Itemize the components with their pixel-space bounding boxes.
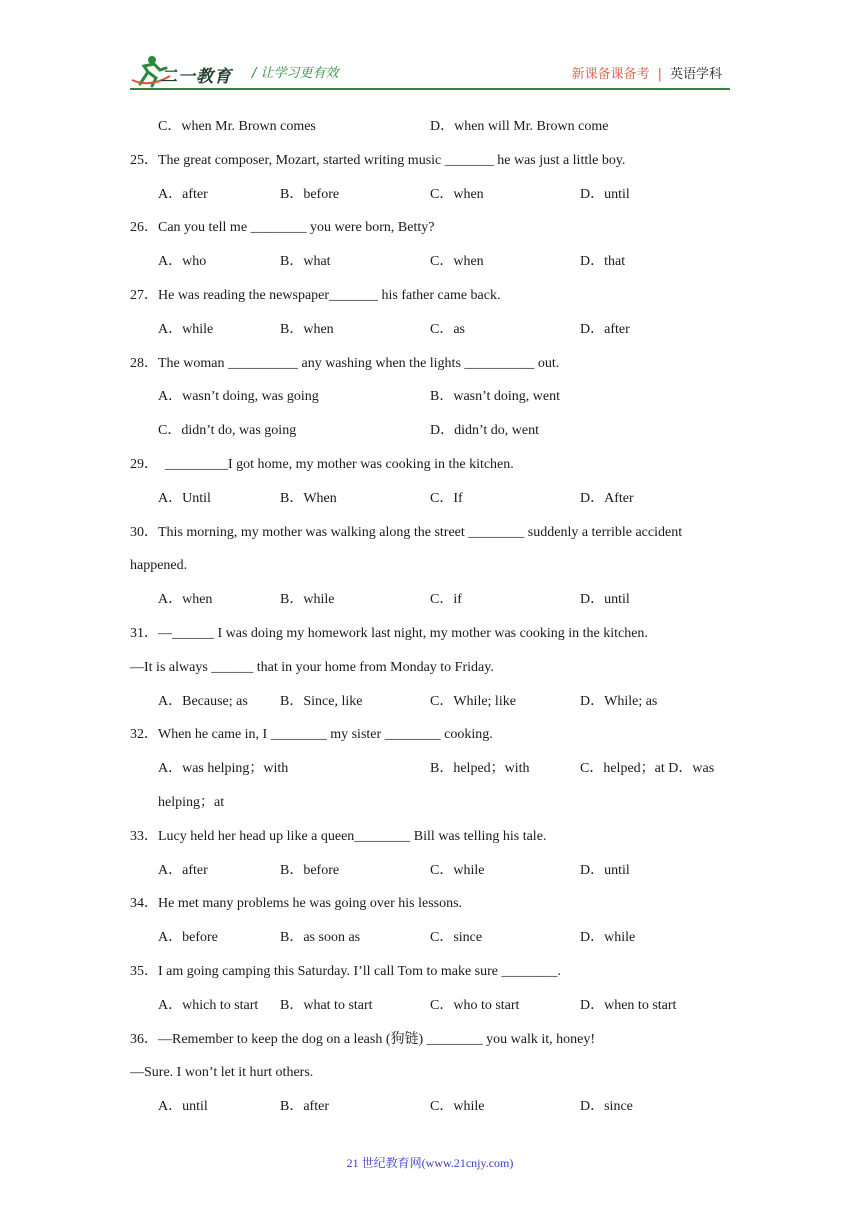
option-row bbox=[130, 989, 740, 1023]
question-stem: 27．He was reading the newspaper_______ his father came back. bbox=[130, 287, 501, 303]
header-subject-label: 英语学科 bbox=[669, 67, 722, 82]
option-a: A．who bbox=[158, 254, 207, 270]
question-stem: 34．He met many problems he was going over his lessons. bbox=[130, 896, 463, 912]
option-d: D．that bbox=[580, 254, 626, 270]
option-b: B．after bbox=[280, 1099, 329, 1115]
option-row bbox=[130, 1090, 740, 1124]
option-d: D．when will Mr. Brown come bbox=[430, 119, 609, 134]
option-c: C．while bbox=[430, 1099, 485, 1115]
option-b: B．before bbox=[280, 862, 340, 878]
option-row bbox=[130, 583, 740, 617]
option-a: A．until bbox=[158, 1099, 208, 1115]
option-d: D．while bbox=[580, 930, 636, 946]
header-course-label: 新课备课备考 bbox=[571, 67, 650, 82]
logo-text: 二一教育 bbox=[160, 67, 232, 87]
option-a: A．wasn’t doing, was going bbox=[158, 389, 319, 405]
option-row bbox=[130, 685, 740, 719]
option-a: A．Until bbox=[158, 490, 211, 506]
option-b: B．when bbox=[280, 321, 334, 337]
option-row bbox=[130, 245, 740, 279]
option-row bbox=[130, 854, 740, 888]
option-c: C．If bbox=[430, 490, 463, 506]
option-c: C．while bbox=[430, 862, 485, 878]
option-b: B．helped；with bbox=[430, 761, 530, 777]
option-row bbox=[130, 380, 740, 414]
option-b: B．When bbox=[280, 490, 337, 506]
question-stem: 31．—______ I was doing my homework last night, my mother was cooking in the kitchen. bbox=[130, 625, 648, 641]
option-b: B．before bbox=[280, 186, 340, 202]
question-stem: 36．—Remember to keep the dog on a leash (狗链) ________ you walk it, honey! bbox=[130, 1031, 596, 1047]
option-b: B．as soon as bbox=[280, 930, 361, 946]
option-c: C．when Mr. Brown comes bbox=[158, 119, 316, 134]
option-d: D．until bbox=[580, 862, 630, 878]
option-d: D．While; as bbox=[580, 693, 658, 709]
option-a: A．before bbox=[158, 930, 218, 946]
question-stem: 33．Lucy held her head up like a queen________ Bill was telling his tale. bbox=[130, 828, 547, 844]
option-d: D．when to start bbox=[580, 997, 677, 1013]
option-b: B．wasn’t doing, went bbox=[430, 389, 561, 405]
question-list bbox=[130, 110, 740, 1124]
option-b: B．while bbox=[280, 592, 335, 608]
question-stem: 26．Can you tell me ________ you were born, Betty? bbox=[130, 220, 435, 236]
header-divider bbox=[130, 88, 730, 90]
question-stem: 35．I am going camping this Saturday. I’ll call Tom to make sure ________. bbox=[130, 963, 561, 979]
option-a: A．while bbox=[158, 321, 214, 337]
option-c: C．didn’t do, was going bbox=[158, 423, 297, 439]
option-a: A．which to start bbox=[158, 997, 259, 1013]
question-stem: 30．This morning, my mother was walking along the street ________ suddenly a terrible accident bbox=[130, 524, 683, 540]
option-row bbox=[130, 313, 740, 347]
option-c-d: C．helped；at D．was bbox=[580, 761, 715, 777]
option-d: D．until bbox=[580, 186, 630, 202]
page-footer: 21 世纪教育网(www.21cnjy.com) bbox=[346, 1156, 514, 1170]
option-c: C．as bbox=[430, 321, 465, 337]
question-stem-continued: —Sure. I won’t let it hurt others. bbox=[130, 1065, 314, 1081]
option-a: A．Because; as bbox=[158, 693, 248, 709]
question-stem: 28．The woman __________ any washing when the lights __________ out. bbox=[130, 355, 560, 371]
question-stem: 25．The great composer, Mozart, started writing music _______ he was just a little boy. bbox=[130, 152, 626, 168]
option-c: C．when bbox=[430, 254, 484, 270]
option-d: D．didn’t do, went bbox=[430, 423, 540, 439]
option-a: A．when bbox=[158, 592, 213, 608]
question-stem: 29． _________I got home, my mother was cooking in the kitchen. bbox=[130, 456, 514, 472]
option-d: D．After bbox=[580, 490, 634, 506]
option-c: C．While; like bbox=[430, 693, 516, 709]
option-continued: helping；at bbox=[158, 794, 225, 810]
option-b: B．what bbox=[280, 254, 331, 270]
header-separator: | bbox=[657, 67, 662, 82]
option-b: B．what to start bbox=[280, 997, 373, 1013]
option-row bbox=[130, 482, 740, 516]
option-c: C．if bbox=[430, 592, 462, 608]
question-stem: 32．When he came in, I ________ my sister ________ cooking. bbox=[130, 727, 493, 743]
question-stem-continued: —It is always ______ that in your home from Monday to Friday. bbox=[130, 659, 494, 675]
option-a: A．after bbox=[158, 186, 208, 202]
question-stem-continued: happened. bbox=[130, 558, 188, 574]
option-d: D．until bbox=[580, 592, 630, 608]
option-d: D．after bbox=[580, 321, 630, 337]
option-c: C．who to start bbox=[430, 997, 520, 1013]
option-b: B．Since, like bbox=[280, 693, 363, 709]
option-a: A．was helping；with bbox=[158, 761, 289, 777]
option-row bbox=[130, 921, 740, 955]
option-a: A．after bbox=[158, 862, 208, 878]
option-c: C．when bbox=[430, 186, 484, 202]
option-d: D．since bbox=[580, 1099, 633, 1115]
slogan: / 让学习更有效 bbox=[252, 66, 339, 81]
option-row bbox=[130, 178, 740, 212]
header-right bbox=[572, 63, 722, 82]
page-header bbox=[130, 54, 730, 90]
option-row bbox=[130, 110, 740, 144]
option-row bbox=[130, 414, 740, 448]
option-row bbox=[130, 752, 740, 786]
option-c: C．since bbox=[430, 930, 483, 946]
